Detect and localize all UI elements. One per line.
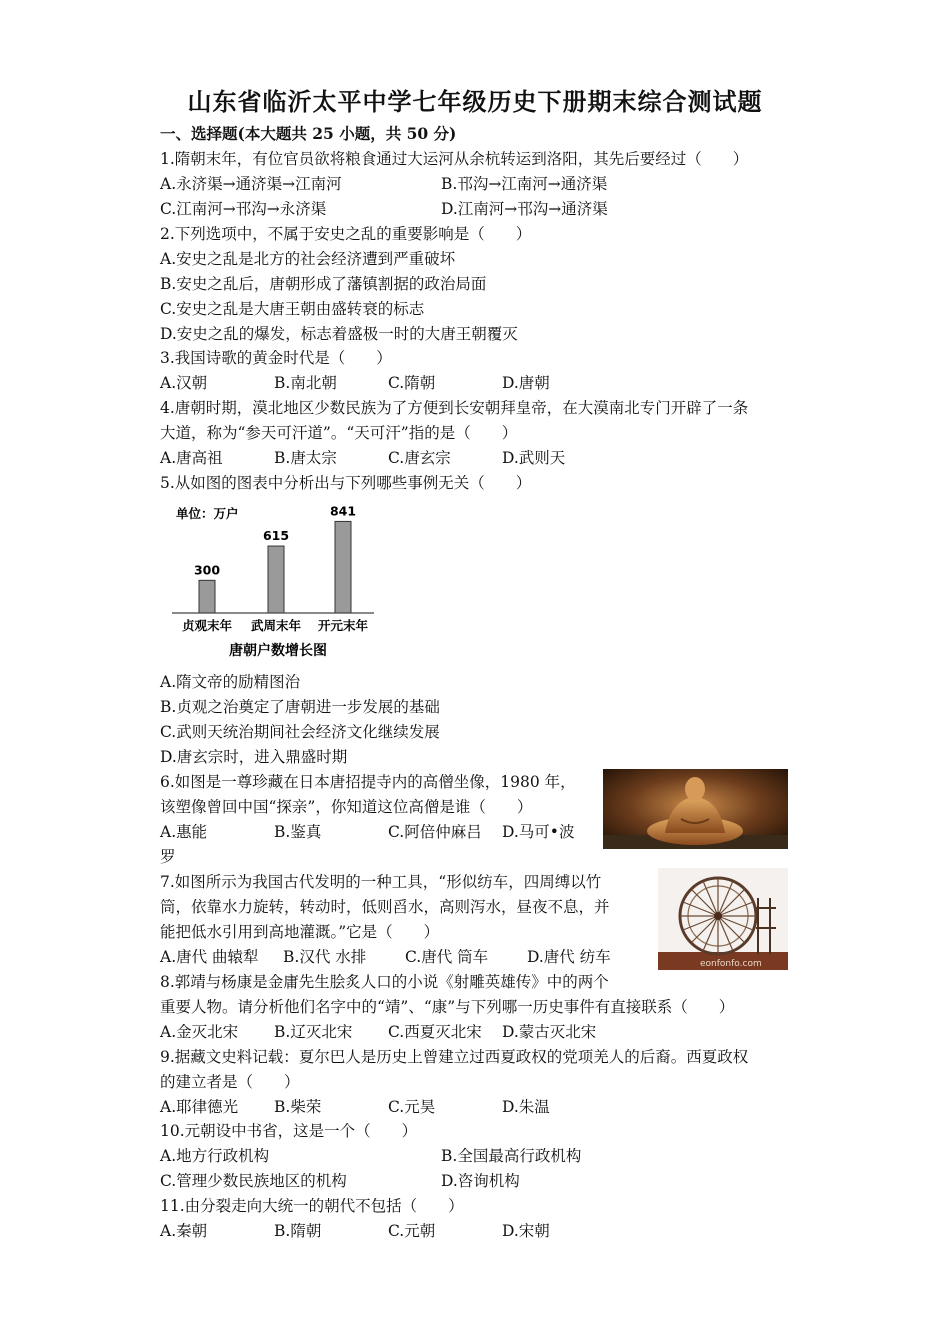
question-8-stem: 8.郭靖与杨康是金庸先生脍炙人口的小说《射雕英雄传》中的两个 xyxy=(160,973,609,991)
q3-option-b: B.南北朝 xyxy=(274,374,337,392)
question-2-stem: 2.下列选项中，不属于安史之乱的重要影响是（ ） xyxy=(160,225,532,243)
q6-option-a: A.惠能 xyxy=(160,823,208,841)
q5-option-d: D.唐玄宗时，进入鼎盛时期 xyxy=(160,748,348,766)
q6-option-d: D.马可•波 xyxy=(502,823,575,841)
question-9-stem-cont: 的建立者是（ ） xyxy=(160,1073,300,1091)
q9-option-a: A.耶律德光 xyxy=(160,1098,239,1116)
q2-option-d: D.安史之乱的爆发，标志着盛极一时的大唐王朝覆灭 xyxy=(160,325,518,343)
q2-option-c: C.安史之乱是大唐王朝由盛转衰的标志 xyxy=(160,300,425,318)
q8-option-d: D.蒙古灭北宋 xyxy=(502,1023,597,1041)
q5-option-c: C.武则天统治期间社会经济文化继续发展 xyxy=(160,723,440,741)
q11-option-b: B.隋朝 xyxy=(274,1222,322,1240)
q8-option-b: B.辽灭北宋 xyxy=(274,1023,353,1041)
chart-category-label: 开元末年 xyxy=(317,618,369,633)
question-7-stem-cont-2: 能把低水引用到高地灌溉。”它是（ ） xyxy=(160,923,440,941)
q10-option-d: D.咨询机构 xyxy=(441,1172,520,1190)
q6-option-b: B.鉴真 xyxy=(274,823,322,841)
households-bar-chart xyxy=(168,500,388,675)
jianzhen-statue-photo xyxy=(603,769,788,849)
question-7-stem: 7.如图所示为我国古代发明的一种工具，“形似纺车，四周缚以竹 xyxy=(160,873,602,891)
section-heading: 一、选择题(本大题共 25 小题，共 50 分) xyxy=(160,124,457,143)
q4-option-b: B.唐太宗 xyxy=(274,449,337,467)
q4-option-c: C.唐玄宗 xyxy=(388,449,451,467)
chart-category-label: 武周末年 xyxy=(250,618,302,633)
question-10-stem: 10.元朝设中书省，这是一个（ ） xyxy=(160,1122,418,1140)
q6-option-d-cont: 罗 xyxy=(160,848,176,866)
q3-option-a: A.汉朝 xyxy=(160,374,208,392)
wheel-watermark: eonfonfo.com xyxy=(700,959,762,969)
q1-option-d: D.江南河→邗沟→通济渠 xyxy=(441,200,608,218)
chart-title: 唐朝户数增长图 xyxy=(229,643,327,659)
q11-option-c: C.元朝 xyxy=(388,1222,436,1240)
chart-value-label: 841 xyxy=(329,503,357,519)
q6-option-c: C.阿倍仲麻吕 xyxy=(388,823,482,841)
q7-option-b: B.汉代 水排 xyxy=(283,948,367,966)
page-title: 山东省临沂太平中学七年级历史下册期末综合测试题 xyxy=(187,87,763,116)
question-5-stem: 5.从如图的图表中分析出与下列哪些事例无关（ ） xyxy=(160,474,532,492)
question-6-stem: 6.如图是一尊珍藏在日本唐招提寺内的高僧坐像，1980 年， xyxy=(160,773,576,791)
q3-option-c: C.隋朝 xyxy=(388,374,436,392)
question-3-stem: 3.我国诗歌的黄金时代是（ ） xyxy=(160,349,392,367)
q8-option-c: C.西夏灭北宋 xyxy=(388,1023,482,1041)
q10-option-b: B.全国最高行政机构 xyxy=(441,1147,582,1165)
chart-unit-label: 单位：万户 xyxy=(176,506,239,521)
q7-option-d: D.唐代 纺车 xyxy=(527,948,611,966)
q2-option-b: B.安史之乱后，唐朝形成了藩镇割据的政治局面 xyxy=(160,275,487,293)
q8-option-a: A.金灭北宋 xyxy=(160,1023,239,1041)
q7-option-c: C.唐代 筒车 xyxy=(405,948,489,966)
q5-option-a: A.隋文帝的励精图治 xyxy=(160,673,301,691)
q5-option-b: B.贞观之治奠定了唐朝进一步发展的基础 xyxy=(160,698,440,716)
question-1-stem: 1.隋朝末年，有位官员欲将粮食通过大运河从余杭转运到洛阳，其先后要经过（ ） xyxy=(160,150,749,168)
question-11-stem: 11.由分裂走向大统一的朝代不包括（ ） xyxy=(160,1197,464,1215)
q3-option-d: D.唐朝 xyxy=(502,374,550,392)
chart-bar xyxy=(199,580,215,613)
q11-option-a: A.秦朝 xyxy=(160,1222,208,1240)
chart-bar xyxy=(335,521,351,613)
q1-option-c: C.江南河→邗沟→永济渠 xyxy=(160,200,327,218)
q1-option-a: A.永济渠→通济渠→江南河 xyxy=(160,175,342,193)
chart-category-label: 贞观末年 xyxy=(181,618,233,633)
q9-option-d: D.朱温 xyxy=(502,1098,550,1116)
question-7-stem-cont-1: 筒，依靠水力旋转，转动时，低则舀水，高则泻水，昼夜不息，并 xyxy=(160,898,610,916)
q11-option-d: D.宋朝 xyxy=(502,1222,550,1240)
chart-value-label: 615 xyxy=(262,528,290,544)
question-6-stem-cont: 该塑像曾回中国“探亲”，你知道这位高僧是谁（ ） xyxy=(160,798,533,816)
q7-option-a: A.唐代 曲辕犁 xyxy=(160,948,259,966)
q1-option-b: B.邗沟→江南河→通济渠 xyxy=(441,175,608,193)
q9-option-c: C.元昊 xyxy=(388,1098,436,1116)
question-4-stem: 4.唐朝时期，漠北地区少数民族为了方便到长安朝拜皇帝，在大漠南北专门开辟了一条 xyxy=(160,399,749,417)
q10-option-a: A.地方行政机构 xyxy=(160,1147,270,1165)
q4-option-d: D.武则天 xyxy=(502,449,566,467)
water-wheel-tongche-photo xyxy=(658,868,788,970)
q4-option-a: A.唐高祖 xyxy=(160,449,223,467)
q9-option-b: B.柴荣 xyxy=(274,1098,322,1116)
question-4-stem-cont: 大道，称为“参天可汗道”。“天可汗”指的是（ ） xyxy=(160,424,518,442)
q2-option-a: A.安史之乱是北方的社会经济遭到严重破坏 xyxy=(160,250,456,268)
question-9-stem: 9.据藏文史料记载：夏尔巴人是历史上曾建立过西夏政权的党项羌人的后裔。西夏政权 xyxy=(160,1048,749,1066)
question-8-stem-cont: 重要人物。请分析他们名字中的“靖”、“康”与下列哪一历史事件有直接联系（ ） xyxy=(160,998,735,1016)
chart-bar xyxy=(268,546,284,613)
q10-option-c: C.管理少数民族地区的机构 xyxy=(160,1172,347,1190)
chart-value-label: 300 xyxy=(193,562,221,578)
